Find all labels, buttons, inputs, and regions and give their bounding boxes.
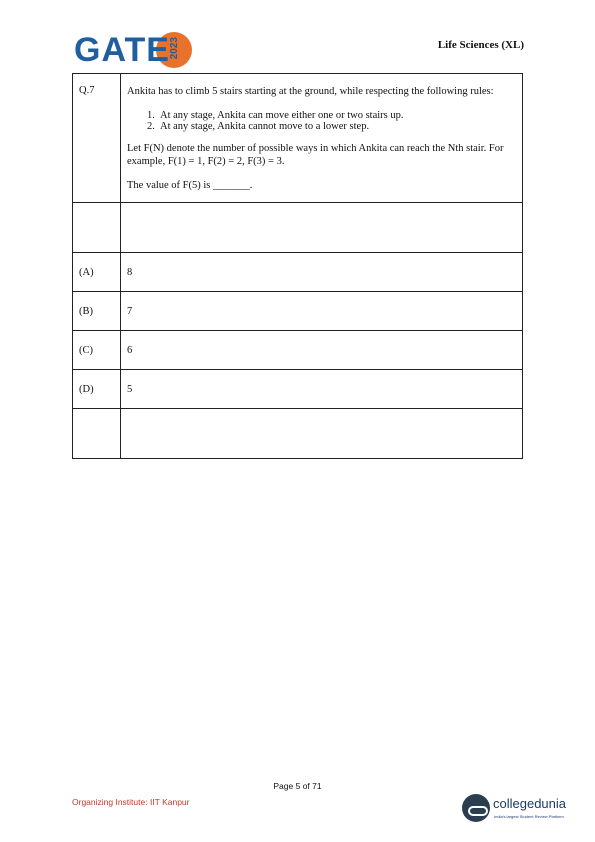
rule-number: 2. [147,121,155,132]
question-stem: Ankita has to climb 5 stairs starting at the ground, while respecting the following rules: [127,86,494,97]
option-label: (A) [73,253,121,292]
rule-number: 1. [147,110,155,121]
option-label: (B) [73,292,121,331]
option-row-a[interactable] [73,253,523,292]
page-header [72,30,524,70]
value-prompt: The value of F(5) is _______. [127,180,253,191]
blank-row [73,409,523,459]
rule-text: At any stage, Ankita can move either one or two stairs up. [160,110,404,121]
option-row-c[interactable] [73,331,523,370]
option-row-b[interactable] [73,292,523,331]
question-row [73,74,523,203]
collegedunia-logo [462,790,582,830]
question-number: Q.7 [73,74,121,203]
option-text: 5 [121,370,523,409]
paper-title: Life Sciences (XL) [437,39,524,51]
option-row-d[interactable] [73,370,523,409]
option-text: 7 [121,292,523,331]
option-label: (C) [73,331,121,370]
question-body [121,74,523,203]
rule-item [147,121,516,132]
logo-year: 2023 [169,37,180,60]
option-label: (D) [73,370,121,409]
brand-tagline: India's largest Student Review Platform [494,814,564,819]
rules-list [127,110,516,132]
gate-logo [72,30,212,74]
rule-text: At any stage, Ankita cannot move to a lower step. [160,121,370,132]
brand-name: collegedunia [493,796,567,811]
page-number: Page 5 of 71 [273,781,322,791]
definition-text: Let F(N) denote the number of possible ways in which Ankita can reach the Nth stair. For example, F(1) = 1, F(2) = 2, F(3) = 3. [127,143,504,167]
logo-text: GATE [74,31,170,69]
option-text: 8 [121,253,523,292]
rule-item [147,110,516,121]
organizer-text: Organizing Institute: IIT Kanpur [72,797,190,807]
blank-row [73,203,523,253]
question-table [72,73,523,459]
option-text: 6 [121,331,523,370]
graduate-icon [462,794,490,822]
